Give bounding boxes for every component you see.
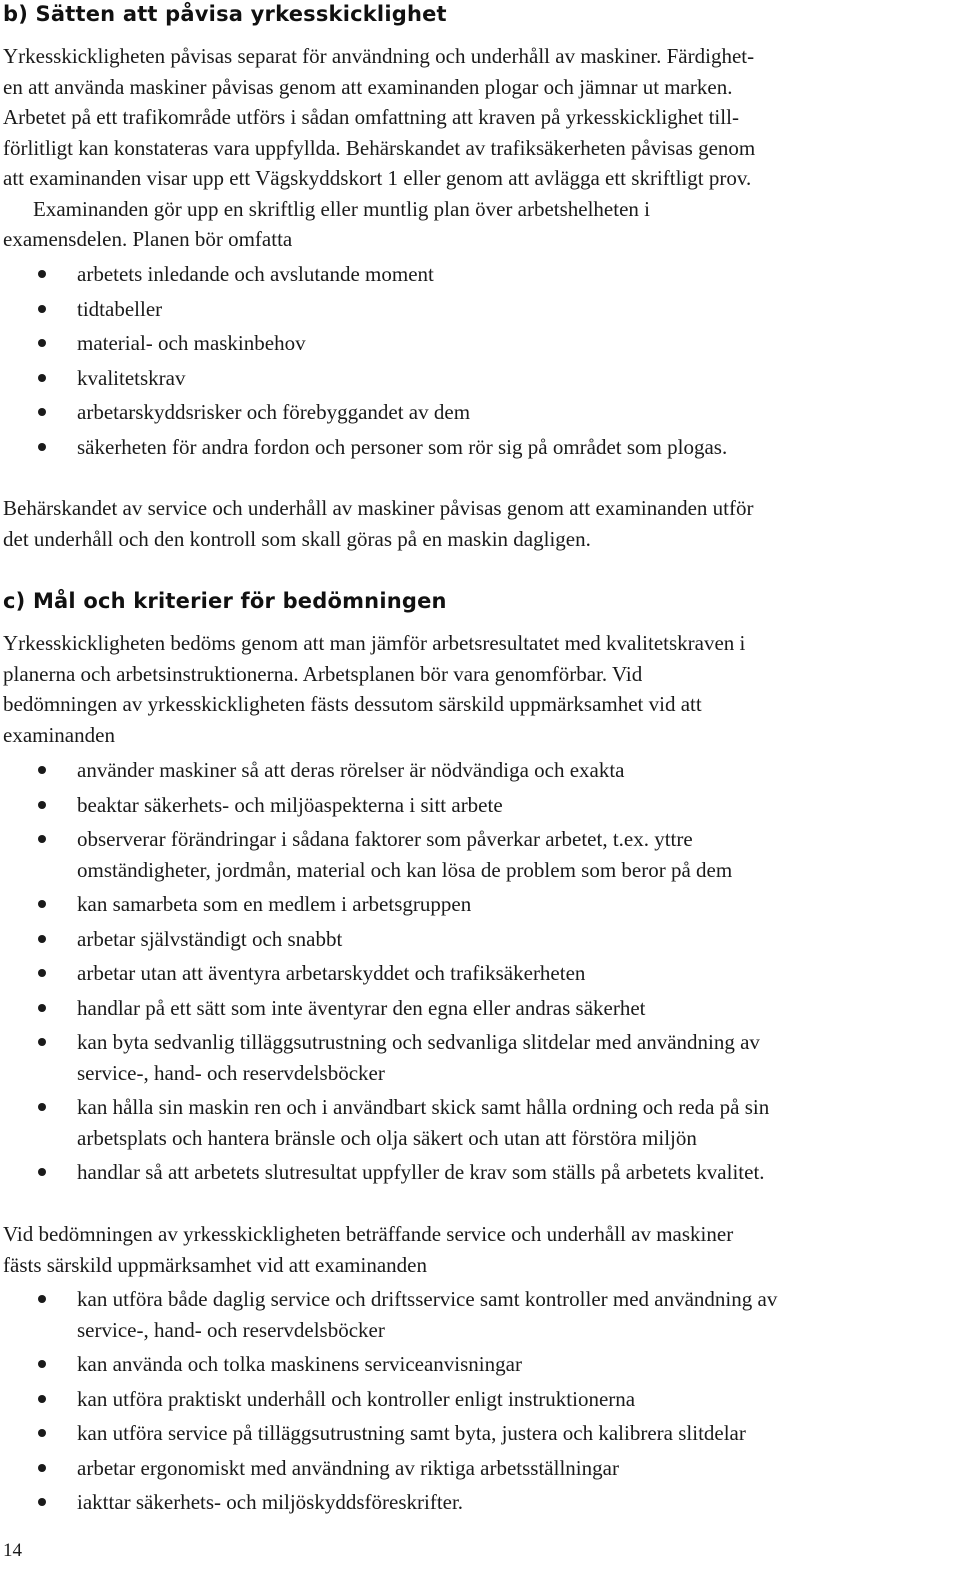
list-item: arbetar självständigt och snabbt — [77, 926, 343, 951]
text-line: examinanden — [3, 722, 115, 747]
text-line: Yrkesskickligheten bedöms genom att man jämför arbetsresultatet med kvalitetskraven i — [3, 631, 746, 655]
page-number: 14 — [3, 1540, 22, 1561]
list-item: handlar så att arbetets slutresultat uppfyller de krav som ställs på arbetets kvalitet. — [77, 1160, 765, 1184]
list-item: iakttar säkerhets- och miljöskyddsföreskrifter. — [77, 1490, 464, 1514]
list-item: observerar förändringar i sådana faktorer som påverkar arbetet, t.ex. yttre omständigheter, jordmån, material och kan lösa de problem som beror på dem — [77, 827, 733, 882]
list-item: material- och maskinbehov — [77, 331, 306, 355]
list-item: kan utföra praktiskt underhåll och kontroller enligt instruktionerna — [77, 1386, 636, 1411]
list-item: kan använda och tolka maskinens serviceanvisningar — [77, 1352, 522, 1376]
text-line: förlitligt kan konstateras vara uppfyllda. Behärskandet av trafiksäkerheten påvisas genom — [3, 135, 756, 160]
list-item: arbetar utan att äventyra arbetarskyddet och trafiksäkerheten — [77, 961, 586, 985]
section-c-service-list — [3, 1284, 948, 1518]
text-line: planerna och arbetsinstruktionerna. Arbetsplanen bör vara genomförbar. Vid — [3, 661, 643, 686]
section-c-criteria-list — [3, 755, 948, 1188]
section-c-heading: c) Mål och kriterier för bedömningen — [3, 589, 447, 613]
list-item: kan utföra både daglig service och driftsservice samt kontroller med användning av service-, hand- och reservdelsböcker — [77, 1287, 778, 1342]
list-item: kan utföra service på tilläggsutrustning samt byta, justera och kalibrera slitdelar — [77, 1421, 746, 1445]
text-line: Behärskandet av service och underhåll av maskiner påvisas genom att examinanden utför — [3, 496, 754, 520]
section-b-paragraph-3 — [3, 493, 948, 554]
section-b-heading: b) Sätten att påvisa yrkesskicklighet — [3, 2, 447, 26]
list-item: använder maskiner så att deras rörelser är nödvändiga och exakta — [77, 758, 625, 782]
list-item: arbetets inledande och avslutande moment — [77, 262, 434, 286]
list-item: kan hålla sin maskin ren och i användbart skick samt hålla ordning och reda på sin arbetsplats och hantera bränsle och olja säkert och utan att förstöra miljön — [77, 1095, 770, 1150]
section-c-paragraph-1 — [3, 628, 948, 750]
section-b-paragraph-1 — [3, 41, 948, 255]
list-item: kvalitetskrav — [77, 365, 186, 390]
list-item: arbetar ergonomiskt med användning av riktiga arbetsställningar — [77, 1455, 619, 1480]
text-line: att examinanden visar upp ett Vägskyddskort 1 eller genom att avlägga ett skriftligt prov. — [3, 166, 752, 190]
list-item: kan byta sedvanlig tilläggsutrustning och sedvanliga slitdelar med användning av service-, hand- och reservdelsböcker — [77, 1030, 760, 1085]
text-line: bedömningen av yrkesskickligheten fästs dessutom särskild uppmärksamhet vid att — [3, 692, 702, 716]
list-item: tidtabeller — [77, 296, 163, 321]
text-line: Arbetet på ett trafikområde utförs i sådan omfattning att kraven på yrkesskicklighet till- — [3, 105, 739, 129]
text-line: det underhåll och den kontroll som skall göras på en maskin dagligen. — [3, 526, 591, 551]
text-line: Vid bedömningen av yrkesskickligheten beträffande service och underhåll av maskiner — [3, 1222, 734, 1246]
list-item: arbetarskyddsrisker och förebyggandet av dem — [77, 400, 471, 424]
list-item: säkerheten för andra fordon och personer som rör sig på området som plogas. — [77, 434, 728, 459]
text-line: en att använda maskiner påvisas genom att examinanden plogar och jämnar ut marken. — [3, 74, 733, 99]
text-line: fästs särskild uppmärksamhet vid att examinanden — [3, 1252, 427, 1277]
text-line: Examinanden gör upp en skriftlig eller muntlig plan över arbetshelheten i — [33, 196, 650, 221]
text-line: Yrkesskickligheten påvisas separat för användning och underhåll av maskiner. Färdighet- — [3, 44, 755, 68]
text-line: examensdelen. Planen bör omfatta — [3, 227, 293, 251]
list-item: kan samarbeta som en medlem i arbetsgruppen — [77, 892, 472, 916]
list-item: beaktar säkerhets- och miljöaspekterna i sitt arbete — [77, 792, 503, 817]
list-item: handlar på ett sätt som inte äventyrar den egna eller andras säkerhet — [77, 995, 646, 1020]
section-b-plan-list — [3, 259, 948, 462]
section-c-paragraph-2 — [3, 1219, 948, 1280]
